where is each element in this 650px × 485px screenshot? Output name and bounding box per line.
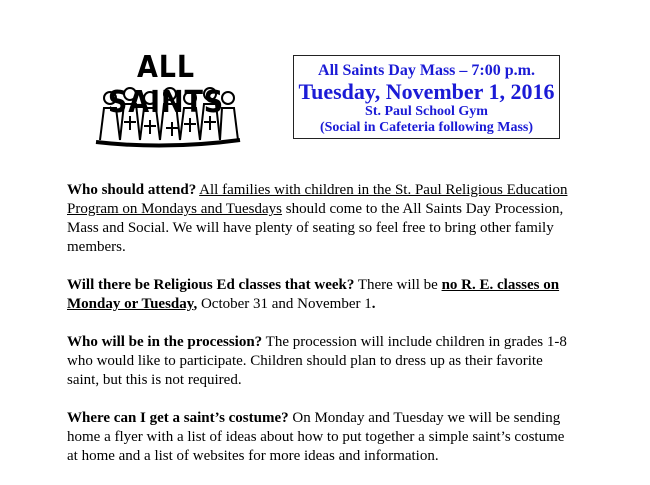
question-re-classes: Will there be Religious Ed classes that week? [67, 277, 355, 293]
answer-comma: , [193, 296, 198, 312]
faq-content [67, 181, 577, 485]
logo-title: ALL SAINTS [107, 50, 225, 120]
all-saints-logo [86, 50, 246, 150]
answer-text: On Monday and Tuesday we will be sending home a flyer with a list of ideas about how to put together a simple saint’s costume at home and a list of websites for more ideas and information. [67, 410, 565, 464]
answer-underlined: All families with children in the St. Paul Religious Education Program on Mondays and Tuesdays [67, 182, 568, 217]
mass-time: All Saints Day Mass – 7:00 p.m. [318, 62, 535, 79]
answer-period: . [371, 296, 376, 312]
answer-text: should come to the All Saints Day Procession, Mass and Social. We will have plenty of seating so feel free to bring other family members. [67, 201, 564, 255]
mass-info-box [293, 55, 560, 139]
mass-location: St. Paul School Gym [365, 104, 488, 119]
mass-social-note: (Social in Cafeteria following Mass) [319, 120, 534, 135]
question-costume: Where can I get a saint’s costume? [67, 410, 289, 426]
faq-who-attend [67, 181, 577, 257]
question-procession: Who will be in the procession? [67, 334, 263, 350]
mass-date: Tuesday, November 1, 2016 [298, 79, 555, 104]
answer-text: The procession will include children in grades 1-8 who would like to participate. Children should plan to dress up as their favorite saint, but this is not required. [67, 334, 567, 388]
question-who-attend: Who should attend? [67, 182, 197, 198]
answer-text: October 31 and November 1 [197, 296, 372, 312]
answer-emphasis: no R. E. classes on Monday or Tuesday [67, 277, 560, 312]
faq-procession [67, 333, 577, 390]
answer-pre: There will be [354, 277, 442, 293]
faq-re-classes [67, 276, 577, 314]
